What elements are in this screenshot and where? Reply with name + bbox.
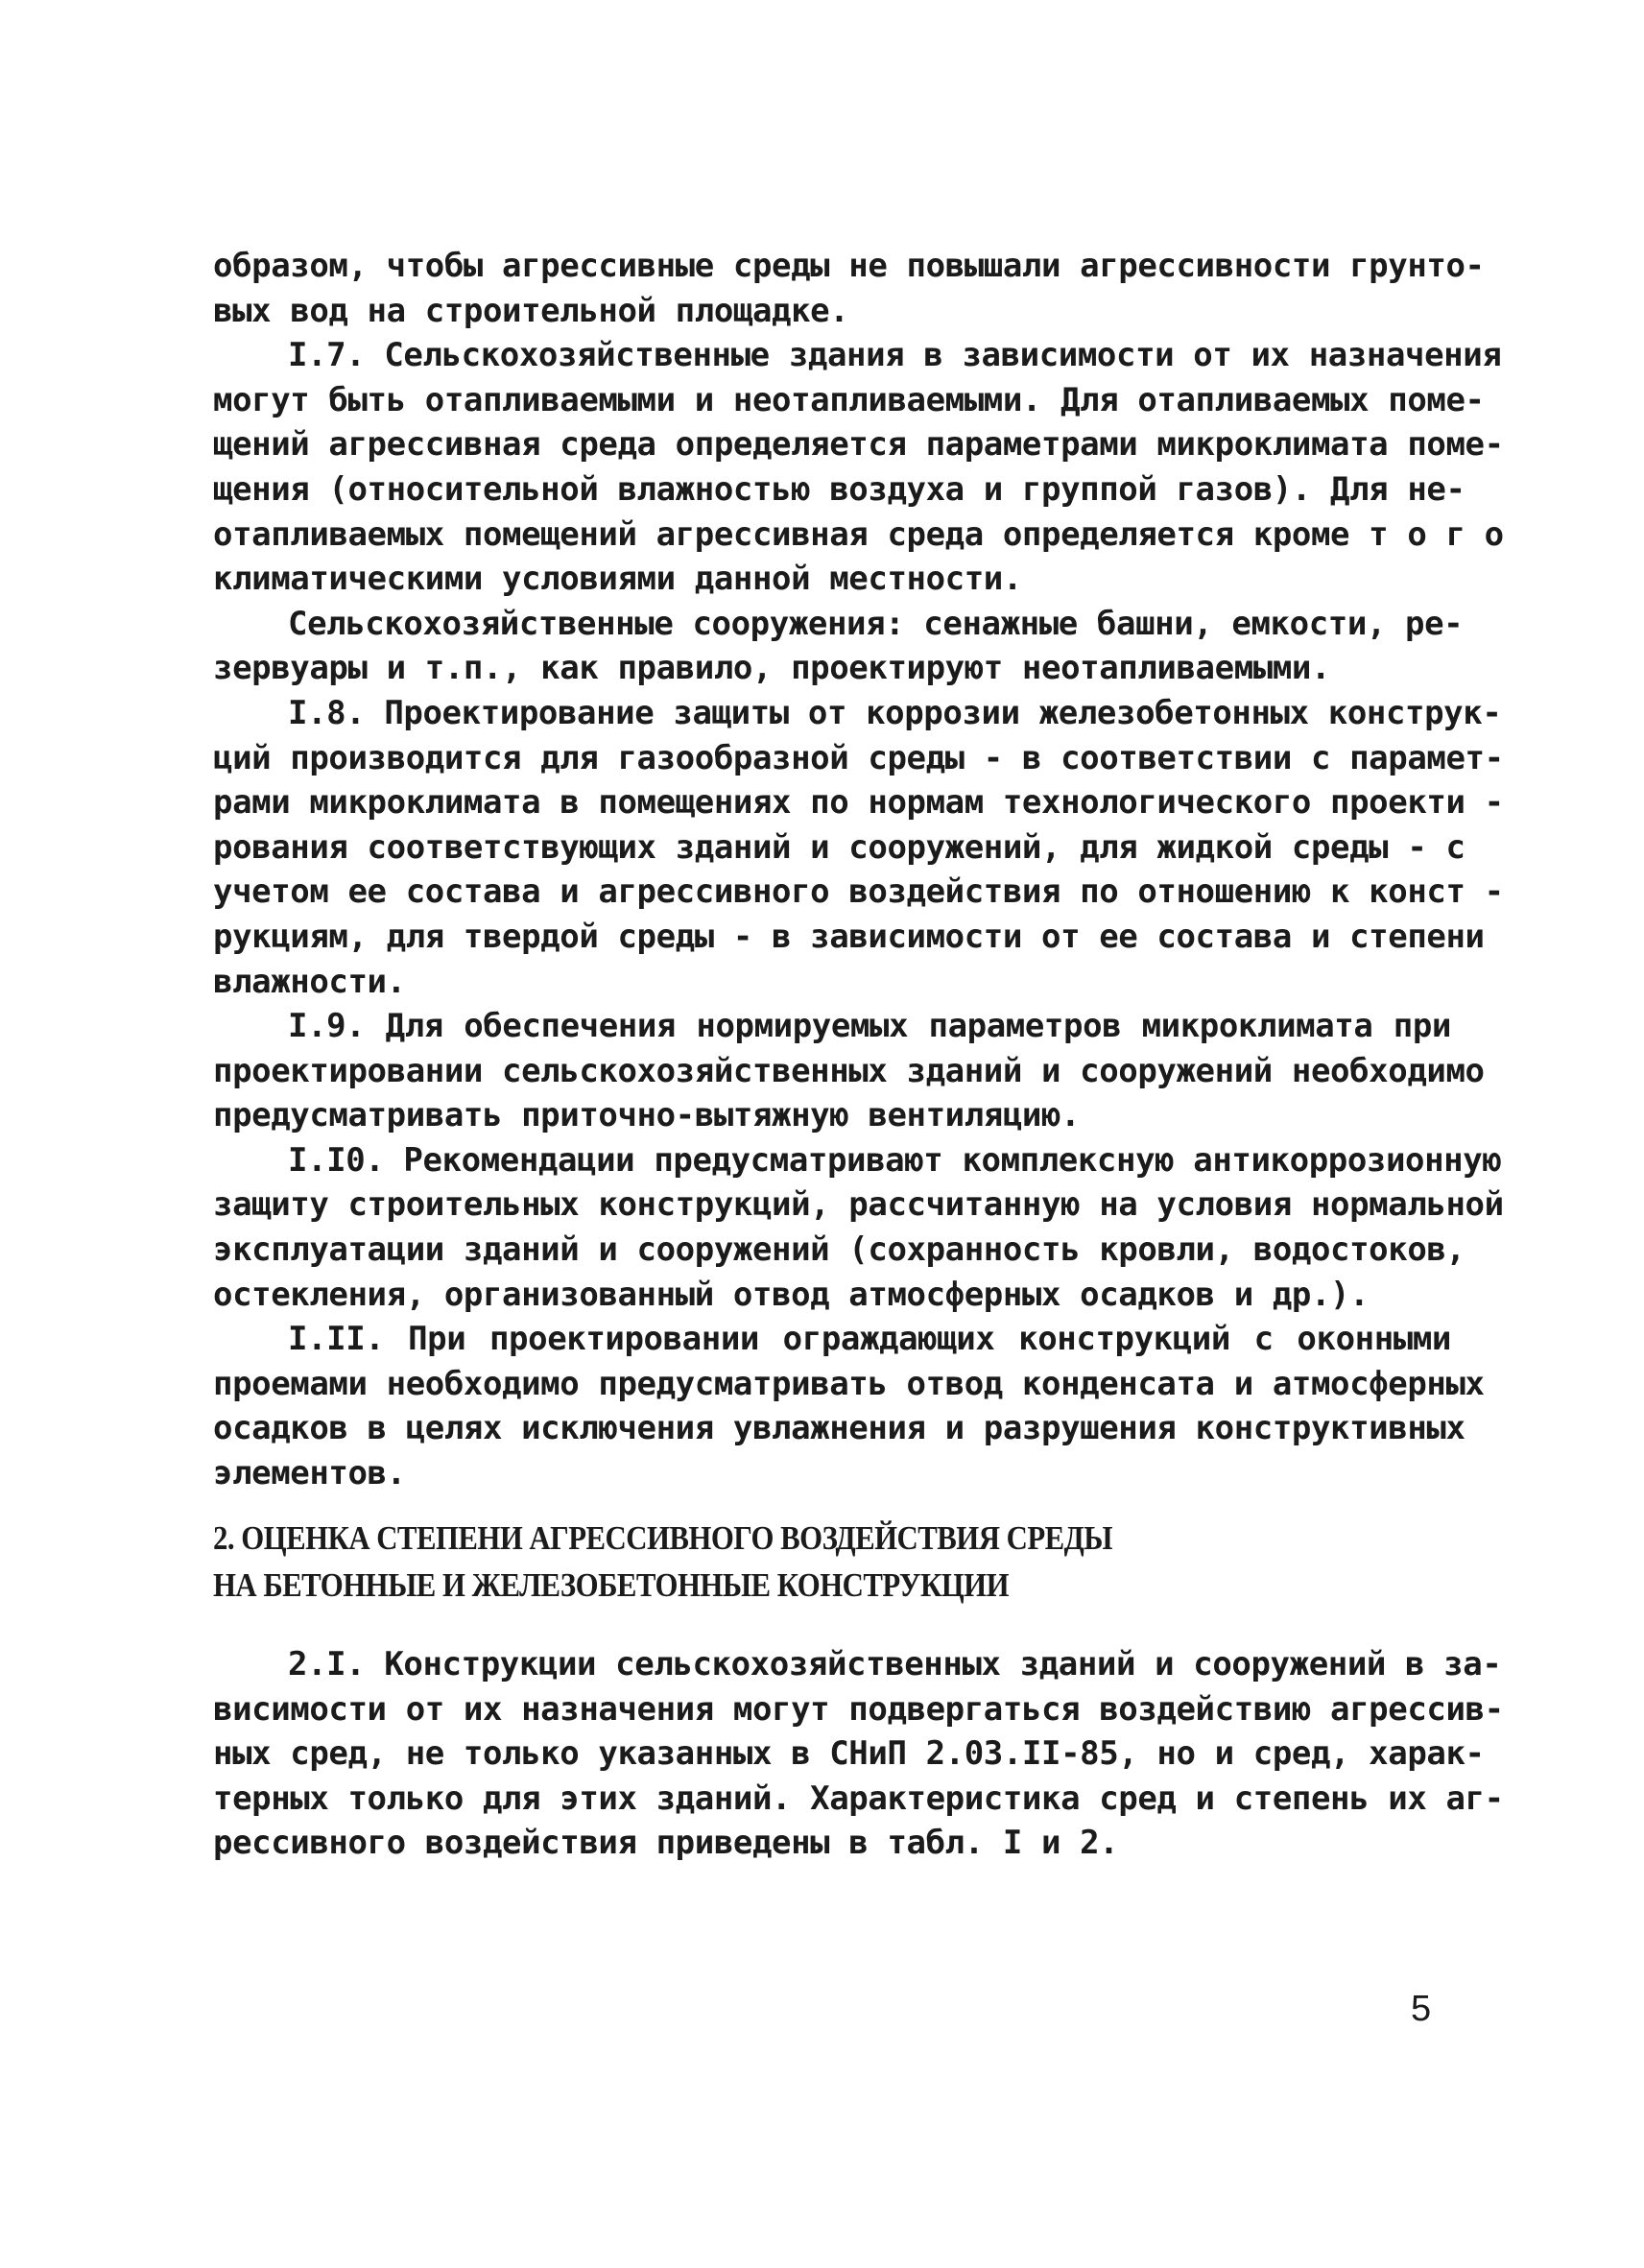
body-text-line: висимости от их назначения могут подвергаться воздействию агрессив- <box>213 1689 1504 1729</box>
body-text-line: ций производится для газообразной среды - в соответствии с парамет- <box>213 738 1504 777</box>
body-text-line: предусматривать приточно-вытяжную вентиляцию. <box>213 1096 1081 1135</box>
body-text-line: I.9. Для обеспечения нормируемых параметров микроклимата при <box>288 1007 1451 1046</box>
body-text-line: остекления, организованный отвод атмосферных осадков и др.). <box>213 1275 1370 1314</box>
body-text-line: I.II. При проектировании ограждающих конструкций с оконными <box>288 1320 1451 1359</box>
body-text-line: I.I0. Рекомендации предусматривают комплексную антикоррозионную <box>288 1140 1502 1180</box>
body-text-line: климатическими условиями данной местности. <box>213 560 1022 599</box>
section-heading-line: 2. ОЦЕНКА СТЕПЕНИ АГРЕССИВНОГО ВОЗДЕЙСТВИЯ СРЕДЫ <box>213 1519 1113 1557</box>
body-text-line: вых вод на строительной площадке. <box>213 291 849 330</box>
body-text-line: могут быть отапливаемыми и неотапливаемыми. Для отапливаемых поме- <box>213 380 1485 419</box>
body-text-line: 2.I. Конструкции сельскохозяйственных зданий и сооружений в за- <box>288 1645 1502 1683</box>
body-text-line: проектировании сельскохозяйственных зданий и сооружений необходимо <box>213 1051 1485 1090</box>
body-text-line: рами микроклимата в помещениях по нормам технологического проекти - <box>213 783 1504 823</box>
body-text-line: осадков в целях исключения увлажнения и разрушения конструктивных <box>213 1409 1465 1448</box>
body-text-line: ных сред, не только указанных в СНиП 2.03.II-85, но и сред, харак- <box>213 1734 1485 1774</box>
body-text-line: терных только для этих зданий. Характеристика сред и степень их аг- <box>213 1779 1504 1818</box>
section-heading <box>213 1515 1113 1609</box>
body-text-section-2 <box>213 1642 1504 1866</box>
body-text-line: элементов. <box>213 1454 406 1493</box>
body-text-line: эксплуатации зданий и сооружений (сохранность кровли, водостоков, <box>213 1230 1465 1270</box>
body-text-line: отапливаемых помещений агрессивная среда определяется кроме т о г о <box>213 514 1504 554</box>
body-text-line: влажности. <box>213 962 406 1001</box>
body-text-line: образом, чтобы агрессивные среды не повышали агрессивности грунто- <box>213 247 1485 285</box>
body-text-line: рукциям, для твердой среды - в зависимости от ее состава и степени <box>213 917 1485 956</box>
body-text-line: щения (относительной влажностью воздуха и группой газов). Для не- <box>213 469 1465 509</box>
body-text-line: защиту строительных конструкций, рассчитанную на условия нормальной <box>213 1185 1504 1225</box>
body-text-line: проемами необходимо предусматривать отвод конденсата и атмосферных <box>213 1364 1485 1403</box>
body-text-line: рессивного воздействия приведены в табл. I и 2. <box>213 1824 1119 1863</box>
body-text-line: щений агрессивная среда определяется параметрами микроклимата поме- <box>213 425 1504 465</box>
page-number: 5 <box>1411 1989 1432 2029</box>
section-heading-line: НА БЕТОННЫЕ И ЖЕЛЕЗОБЕТОННЫЕ КОНСТРУКЦИИ <box>213 1566 1010 1604</box>
body-text-line: зервуары и т.п., как правило, проектируют неотапливаемыми. <box>213 649 1331 688</box>
body-text-line: I.7. Сельскохозяйственные здания в зависимости от их назначения <box>288 336 1502 375</box>
body-text-section-1 <box>213 244 1504 1496</box>
body-text-line: рования соответствующих зданий и сооружений, для жидкой среды - с <box>213 827 1465 867</box>
body-text-line: Сельскохозяйственные сооружения: сенажные башни, емкости, ре- <box>288 604 1464 643</box>
body-text-line: I.8. Проектирование защиты от коррозии железобетонных конструк- <box>288 693 1502 732</box>
body-text-line: учетом ее состава и агрессивного воздействия по отношению к конст - <box>213 872 1504 912</box>
